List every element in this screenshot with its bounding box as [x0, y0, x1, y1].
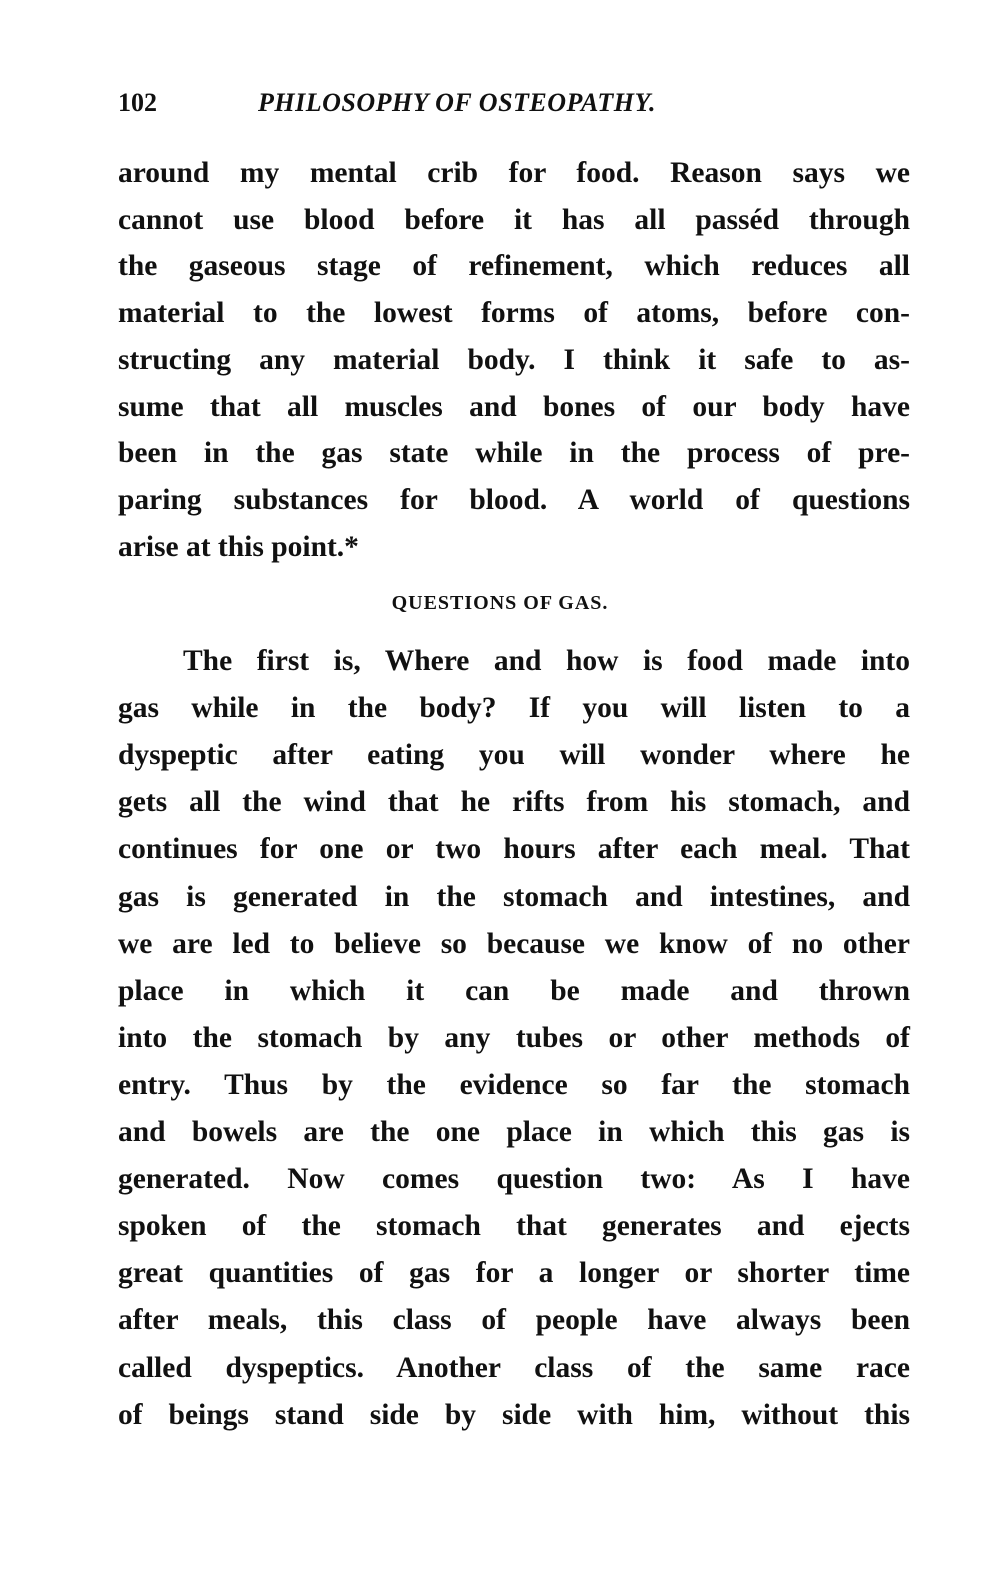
text-line: great quantities of gas for a longer or shorter time — [118, 1257, 910, 1290]
text-line: structing any material body. I think it safe to as- — [118, 343, 910, 376]
text-line: continues for one or two hours after each meal. That — [118, 833, 910, 866]
text-line: arise at this point.* — [118, 530, 359, 563]
text-line: place in which it can be made and thrown — [118, 974, 910, 1007]
text-line: entry. Thus by the evidence so far the stomach — [118, 1068, 910, 1101]
text-line: paring substances for blood. A world of questions — [118, 483, 910, 516]
text-line: around my mental crib for food. Reason says we — [118, 157, 910, 189]
text-line: gets all the wind that he rifts from his stomach, and — [118, 786, 910, 819]
section-heading: QUESTIONS OF GAS. — [391, 592, 609, 614]
text-line: material to the lowest forms of atoms, before con- — [118, 297, 910, 330]
text-line: cannot use blood before it has all passéd through — [118, 203, 910, 236]
text-line: gas while in the body? If you will listen to a — [118, 692, 910, 725]
text-line: the gaseous stage of refinement, which reduces all — [118, 250, 910, 283]
text-line: dyspeptic after eating you will wonder where he — [118, 739, 910, 772]
text-line: spoken of the stomach that generates and ejects — [118, 1210, 910, 1243]
text-line: after meals, this class of people have always been — [118, 1304, 910, 1337]
text-line: called dyspeptics. Another class of the same race — [118, 1351, 910, 1384]
running-header — [118, 88, 910, 124]
text-line: into the stomach by any tubes or other methods of — [118, 1021, 910, 1054]
text-line: we are led to believe so because we know of no other — [118, 927, 910, 960]
running-title: PHILOSOPHY OF OSTEOPATHY. — [258, 88, 656, 117]
text-line: sume that all muscles and bones of our body have — [118, 390, 910, 423]
text-line: gas is generated in the stomach and intestines, and — [118, 880, 910, 913]
text-line: generated. Now comes question two: As I have — [118, 1163, 910, 1196]
text-line: The first is, Where and how is food made into — [183, 645, 910, 677]
page-number: 102 — [118, 88, 157, 117]
text-line: of beings stand side by side with him, without this — [118, 1398, 910, 1431]
text-line: and bowels are the one place in which this gas is — [118, 1116, 910, 1148]
text-line: been in the gas state while in the process of pre- — [118, 437, 910, 470]
